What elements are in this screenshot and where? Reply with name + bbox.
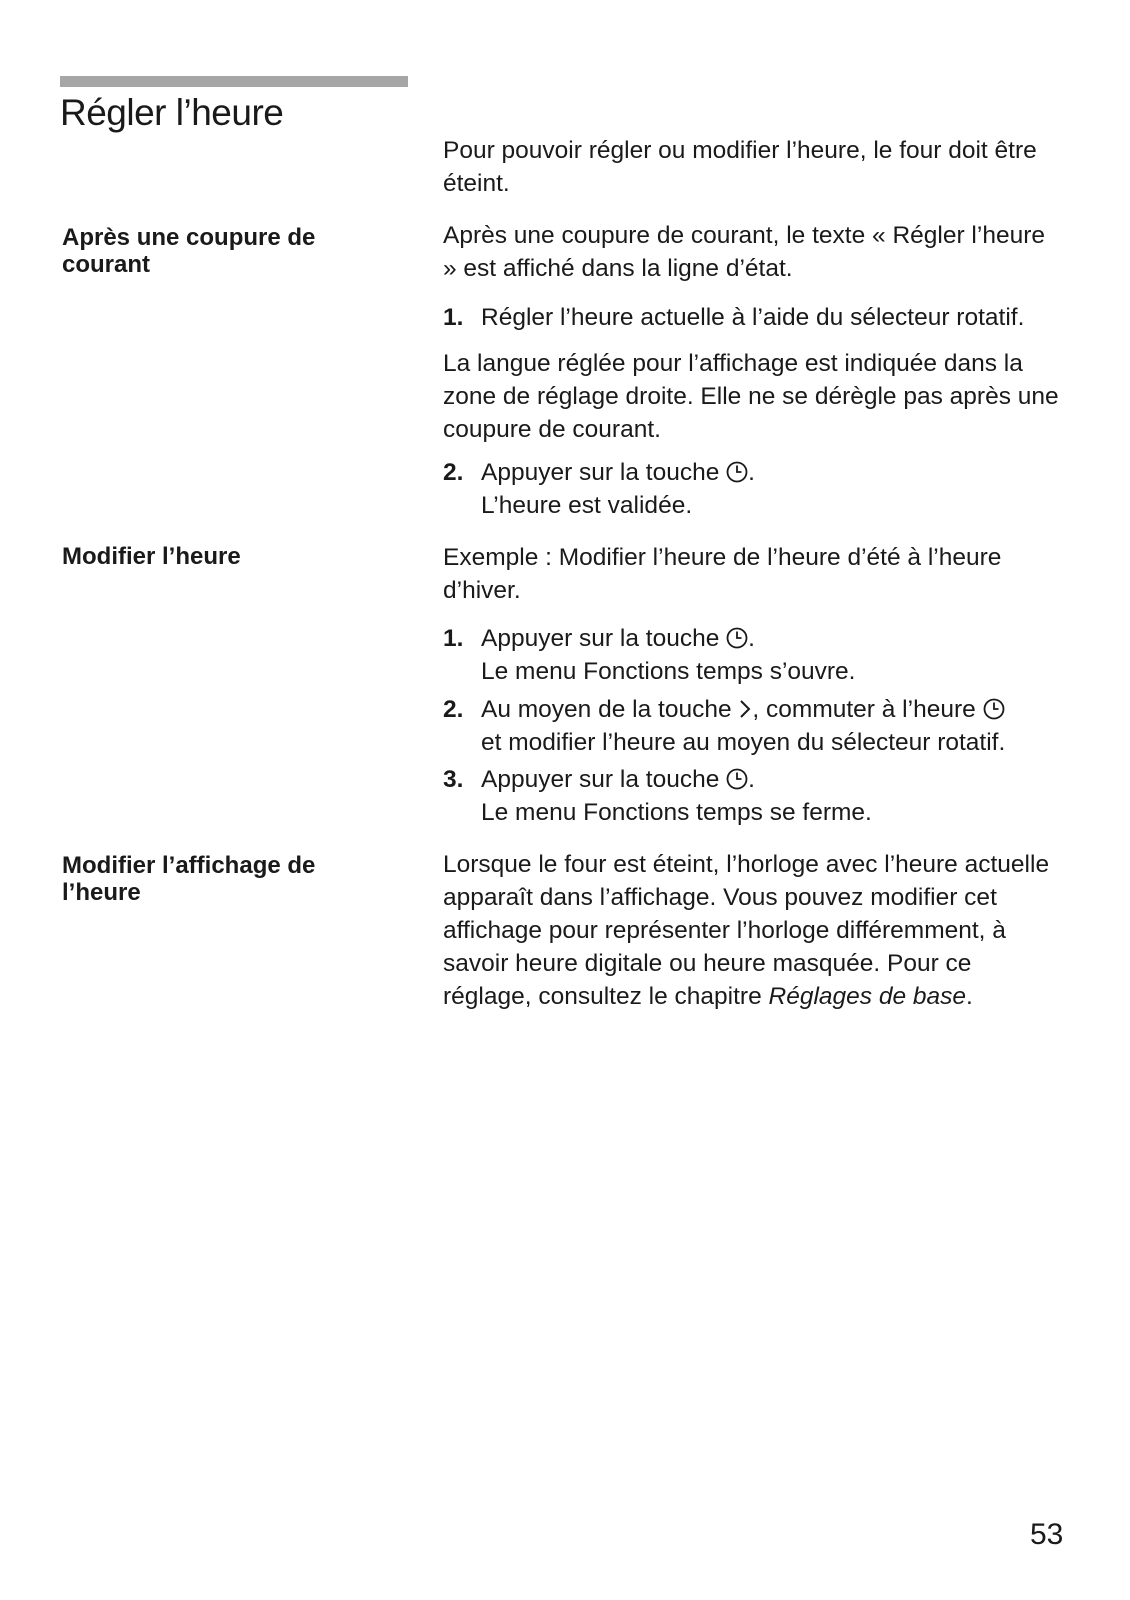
power-cut-paragraph: Après une coupure de courant, le texte « Régler l’heure » est affiché dans la ligne d’état. bbox=[443, 222, 1045, 282]
step-text-part: . bbox=[748, 625, 755, 652]
step-number: 1. bbox=[443, 304, 464, 331]
page-title: Régler l’heure bbox=[60, 92, 284, 133]
language-paragraph: La langue réglée pour l’affichage est indiquée dans la zone de réglage droite. Elle ne se dérègle pas après une coupure de courant. bbox=[443, 350, 1059, 443]
step-text bbox=[481, 693, 1066, 759]
chapter-reference: Réglages de base bbox=[768, 983, 967, 1010]
step-text-part: . bbox=[748, 459, 755, 486]
step-text bbox=[481, 763, 1066, 829]
step-number: 3. bbox=[443, 766, 464, 793]
heading-modify-time: Modifier l’heure bbox=[62, 543, 241, 570]
step-text-part: Appuyer sur la touche bbox=[481, 766, 727, 793]
intro-paragraph: Pour pouvoir régler ou modifier l’heure, le four doit être éteint. bbox=[443, 137, 1037, 197]
step-result: Le menu Fonctions temps s’ouvre. bbox=[481, 658, 856, 685]
heading-power-cut: Après une coupure de courant bbox=[62, 224, 316, 278]
step-text-part: Appuyer sur la touche bbox=[481, 459, 727, 486]
step-result: Le menu Fonctions temps se ferme. bbox=[481, 799, 872, 826]
step-text-part: , commuter à l’heure bbox=[752, 696, 983, 723]
clock-icon bbox=[726, 461, 748, 483]
page-number: 53 bbox=[1030, 1518, 1064, 1551]
display-paragraph bbox=[443, 848, 1063, 1013]
display-text-end: . bbox=[966, 983, 973, 1010]
step-text-part: Au moyen de la touche bbox=[481, 696, 739, 723]
modify-example-paragraph: Exemple : Modifier l’heure de l’heure d’été à l’heure d’hiver. bbox=[443, 544, 1002, 604]
step-text bbox=[481, 622, 1066, 688]
clock-icon bbox=[726, 627, 748, 649]
step-result: L’heure est validée. bbox=[481, 492, 693, 519]
step-text: Régler l’heure actuelle à l’aide du sélecteur rotatif. bbox=[481, 304, 1025, 331]
step-number: 1. bbox=[443, 625, 464, 652]
step-text bbox=[481, 456, 1066, 522]
clock-icon bbox=[983, 698, 1005, 720]
step-text-part: Appuyer sur la touche bbox=[481, 625, 727, 652]
heading-modify-display: Modifier l’affichage de l’heure bbox=[62, 852, 316, 906]
step-number: 2. bbox=[443, 696, 464, 723]
title-rule bbox=[60, 76, 408, 87]
step-text-part: . bbox=[748, 766, 755, 793]
step-number: 2. bbox=[443, 459, 464, 486]
display-text: Lorsque le four est éteint, l’horloge avec l’heure actuelle apparaît dans l’affichage. Vous pouvez modifier cet affichage pour représenter l’horloge différemment, à savoir heure digitale ou heure masquée. Pour ce réglage, consultez le chapitre bbox=[443, 851, 1050, 1010]
chevron-right-icon bbox=[738, 698, 752, 720]
clock-icon bbox=[726, 768, 748, 790]
step-text-part: et modifier l’heure au moyen du sélecteur rotatif. bbox=[481, 729, 1006, 756]
